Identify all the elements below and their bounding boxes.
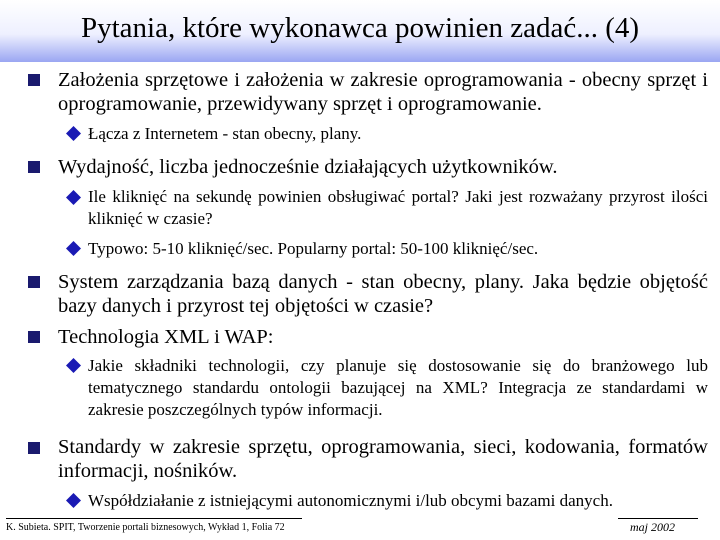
- square-bullet-icon: [28, 74, 40, 86]
- bullet-text: Standardy w zakresie sprzętu, oprogramowania, sieci, kodowania, formatów informacji, nośników.: [58, 436, 708, 482]
- sub-bullet-text: Ile kliknięć na sekundę powinien obsługiwać portal? Jaki jest rozważany przyrost ilości kliknięć w czasie?: [88, 187, 708, 228]
- bullet-text: Założenia sprzętowe i założenia w zakresie oprogramowania - obecny sprzęt i oprogramowanie, przewidywany sprzęt i oprogramowanie.: [58, 69, 708, 115]
- footer-source: K. Subieta. SPIT, Tworzenie portali biznesowych, Wykład 1, Folia 72: [6, 522, 285, 533]
- sub-bullet-text: Współdziałanie z istniejącymi autonomicznymi i/lub obcymi bazami danych.: [88, 491, 613, 510]
- diamond-bullet-icon: [65, 189, 82, 206]
- footer-divider: [618, 518, 698, 519]
- sub-bullet-text: Jakie składniki technologii, czy planuje się dostosowanie się do branżowego lub tematycznego standardu ontologii bazującej na XML? Integracja ze standardami w zakresie poszczególnych typów informacji.: [88, 356, 708, 419]
- bullet-text: Wydajność, liczba jednocześnie działających użytkowników.: [58, 156, 558, 178]
- bullet-text: Technologia XML i WAP:: [58, 326, 274, 348]
- square-bullet-icon: [28, 276, 40, 288]
- diamond-bullet-icon: [65, 240, 82, 257]
- square-bullet-icon: [28, 161, 40, 173]
- diamond-bullet-icon: [65, 357, 82, 374]
- diamond-bullet-icon: [65, 492, 82, 509]
- square-bullet-icon: [28, 442, 40, 454]
- footer-divider: [6, 518, 302, 519]
- diamond-bullet-icon: [65, 125, 82, 142]
- sub-bullet-text: Łącza z Internetem - stan obecny, plany.: [88, 124, 362, 143]
- sub-bullet-text: Typowo: 5-10 kliknięć/sec. Popularny portal: 50-100 kliknięć/sec.: [88, 239, 539, 258]
- square-bullet-icon: [28, 331, 40, 343]
- footer-date: maj 2002: [630, 520, 675, 534]
- bullet-text: System zarządzania bazą danych - stan obecny, plany. Jaka będzie objętość bazy danych i przyrost tej objętości w czasie?: [58, 271, 708, 317]
- title-bar: [0, 0, 720, 62]
- slide-title: Pytania, które wykonawca powinien zadać... (4): [80, 12, 640, 44]
